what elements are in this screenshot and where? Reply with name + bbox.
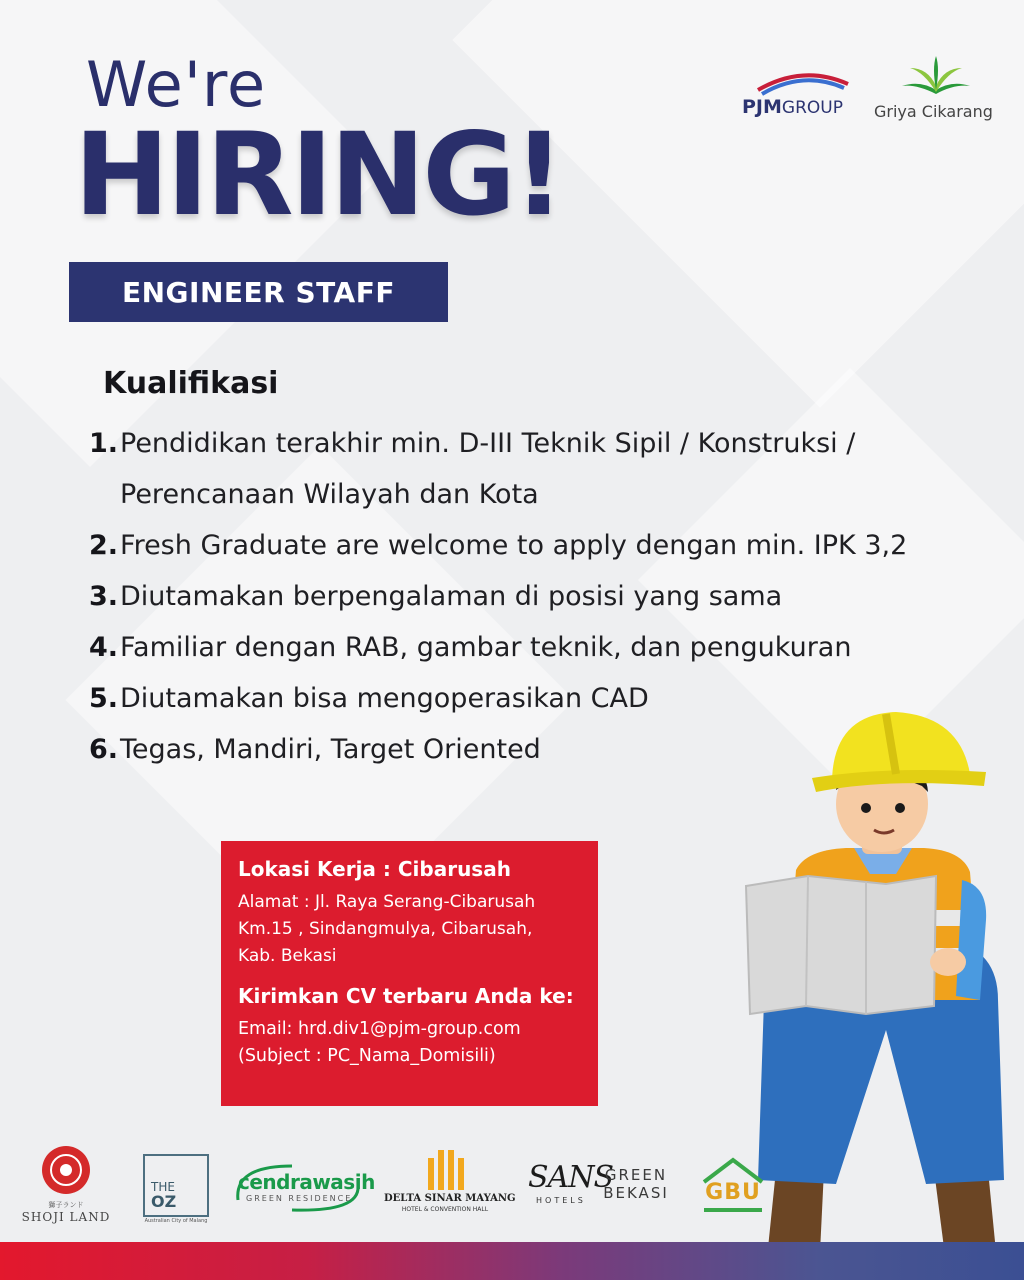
- green-bekasi-line: GREEN: [604, 1166, 668, 1184]
- list-item: [86, 622, 986, 673]
- email-link[interactable]: Email: hrd.div1@pjm-group.com: [238, 1019, 521, 1039]
- pjm-logo-text: [742, 96, 843, 118]
- oz-title: OZ: [151, 1192, 177, 1211]
- delta-sinar-mayang-logo: [384, 1148, 516, 1220]
- sans-name: SANS: [528, 1160, 614, 1195]
- list-text: Tegas, Mandiri, Target Oriented: [120, 734, 541, 765]
- cendrawasih-name: cendrawasih: [238, 1170, 375, 1194]
- address-line: Km.15 , Sindangmulya, Cibarusah,: [238, 919, 533, 939]
- list-item: [86, 520, 986, 571]
- cv-title: Kirimkan CV terbaru Anda ke:: [238, 984, 574, 1008]
- list-text: [120, 418, 986, 520]
- cendrawasih-sub: GREEN RESIDENCE: [246, 1194, 353, 1203]
- griya-cikarang-logo: [872, 54, 996, 128]
- headline-hiring: HIRING!: [74, 108, 562, 241]
- oz-the: THE: [151, 1180, 175, 1194]
- griya-logo-text: Griya Cikarang: [874, 102, 993, 121]
- green-bekasi-line: BEKASI: [603, 1184, 669, 1202]
- list-text-line: Perencanaan Wilayah dan Kota: [120, 479, 539, 510]
- list-text-line: Pendidikan terakhir min. D-III Teknik Sipil / Konstruksi /: [120, 428, 856, 459]
- list-item: [86, 571, 986, 622]
- sans-hotels-logo: [526, 1158, 614, 1210]
- delta-name: DELTA SINAR MAYANG: [384, 1193, 516, 1204]
- list-text: Familiar dengan RAB, gambar teknik, dan pengukuran: [120, 632, 852, 663]
- pjm-group-logo: [740, 68, 858, 124]
- list-number: 3.: [88, 581, 118, 612]
- list-number: 5.: [88, 683, 118, 714]
- headline-small: We're: [86, 48, 267, 121]
- cendrawasih-logo: [232, 1160, 375, 1216]
- shoji-name: SHOJI LAND: [21, 1210, 111, 1224]
- gbu-logo: [698, 1156, 768, 1214]
- sans-sub: HOTELS: [536, 1196, 586, 1205]
- list-item: [86, 418, 986, 520]
- bottom-color-strip: [0, 1242, 1024, 1280]
- shoji-sub: 獅子ランド: [48, 1201, 84, 1209]
- delta-flame-icon: [384, 1148, 506, 1192]
- list-number: 6.: [88, 734, 118, 765]
- pjm-swoosh-icon: [748, 68, 858, 98]
- address-line: Alamat : Jl. Raya Serang-Cibarusah: [238, 892, 536, 912]
- green-bekasi-logo: [600, 1166, 672, 1206]
- pjm-group-word: GROUP: [781, 98, 843, 118]
- list-number: 4.: [88, 632, 118, 663]
- list-text: Diutamakan bisa mengoperasikan CAD: [120, 683, 649, 714]
- list-number: 2.: [88, 530, 118, 561]
- gbu-text: GBU: [705, 1180, 761, 1205]
- shoji-land-logo: [20, 1142, 112, 1230]
- shoji-crest-icon: [20, 1142, 112, 1198]
- list-text: Diutamakan berpengalaman di posisi yang sama: [120, 581, 783, 612]
- list-number: 1.: [88, 428, 118, 459]
- griya-leaf-icon: [896, 54, 976, 100]
- the-oz-logo: [143, 1154, 209, 1228]
- job-info-box: [221, 841, 598, 1106]
- list-text: Fresh Graduate are welcome to apply dengan min. IPK 3,2: [120, 530, 908, 561]
- email-subject: (Subject : PC_Nama_Domisili): [238, 1046, 496, 1066]
- address-line: Kab. Bekasi: [238, 946, 337, 966]
- location-title: Lokasi Kerja : Cibarusah: [238, 857, 511, 881]
- oz-caption: Australian City of Malang: [144, 1218, 208, 1224]
- address: [238, 889, 588, 970]
- position-banner: ENGINEER STAFF: [69, 262, 448, 322]
- delta-sub: HOTEL & CONVENTION HALL: [401, 1206, 489, 1213]
- qualifications-title: Kualifikasi: [103, 366, 279, 401]
- worker-illustration: [736, 700, 1024, 1260]
- contact: [238, 1016, 588, 1070]
- pjm-bold: PJM: [742, 96, 782, 118]
